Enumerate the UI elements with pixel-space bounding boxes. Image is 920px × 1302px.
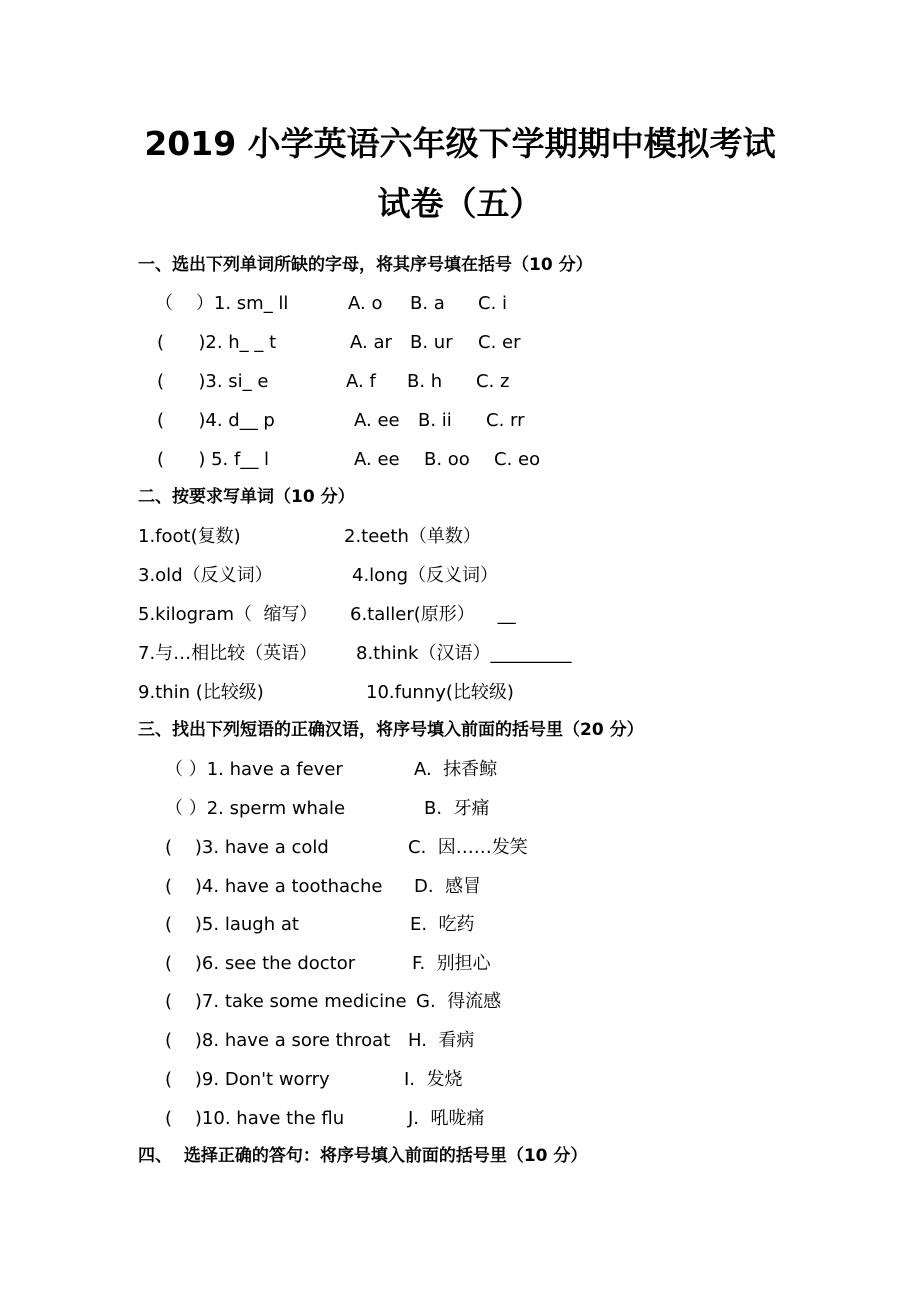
word-task: 10.funny(比较级)	[366, 682, 514, 703]
phrase-option: D. 感冒	[414, 876, 482, 897]
phrase-question: ( )8. have a sore throat	[165, 1030, 391, 1051]
option-a: A. ee	[354, 449, 400, 470]
page-title-line2: 试卷（五）	[377, 184, 543, 223]
phrase-question: ( )6. see the doctor	[165, 953, 356, 974]
question-text: （ ）1. sm_ ll	[155, 293, 289, 314]
word-task: 8.think（汉语）_________	[356, 643, 572, 664]
phrase-option: B. 牙痛	[424, 798, 490, 819]
phrase-option: F. 别担心	[412, 953, 491, 974]
phrase-option: J. 吼咙痛	[408, 1108, 485, 1129]
word-task: 4.long（反义词）	[352, 565, 499, 586]
phrase-question: （ ）2. sperm whale	[165, 798, 346, 819]
option-a: A. f	[346, 371, 376, 392]
phrase-option: A. 抹香鲸	[414, 759, 498, 780]
phrase-question: ( )7. take some medicine	[165, 991, 407, 1012]
option-b: B. oo	[424, 449, 470, 470]
phrase-option: I. 发烧	[404, 1069, 463, 1090]
word-task: 2.teeth（单数）	[344, 526, 481, 547]
option-c: C. eo	[494, 449, 541, 470]
section2-heading: 二、按要求写单词（10 分）	[138, 487, 355, 507]
option-b: B. h	[407, 371, 443, 392]
phrase-question: ( )3. have a cold	[165, 837, 329, 858]
phrase-option: C. 因……发笑	[408, 837, 528, 858]
phrase-option: E. 吃药	[410, 914, 475, 935]
word-task: 3.old（反义词）	[138, 565, 273, 586]
option-b: B. a	[410, 293, 445, 314]
page-title: 2019 小学英语六年级下学期期中模拟考试	[144, 124, 776, 163]
section1-heading: 一、选出下列单词所缺的字母，将其序号填在括号（10 分）	[138, 255, 593, 275]
option-b: B. ur	[410, 332, 453, 353]
word-task: 6.taller(原形） __	[350, 604, 516, 625]
phrase-option: G. 得流感	[416, 991, 502, 1012]
option-c: C. z	[476, 371, 510, 392]
section3-heading: 三、找出下列短语的正确汉语，将序号填入前面的括号里（20 分）	[138, 720, 644, 740]
phrase-question: ( )9. Don't worry	[165, 1069, 330, 1090]
phrase-question: ( )5. laugh at	[165, 914, 299, 935]
question-text: ( )4. d__ p	[157, 410, 275, 431]
word-task: 5.kilogram（ 缩写）	[138, 604, 318, 625]
option-c: C. i	[478, 293, 508, 314]
phrase-question: （ ）1. have a fever	[165, 759, 343, 780]
option-a: A. ar	[350, 332, 392, 353]
word-task: 9.thin (比较级)	[138, 682, 264, 703]
option-c: C. rr	[486, 410, 525, 431]
word-task: 7.与…相比较（英语）	[138, 643, 318, 664]
phrase-option: H. 看病	[408, 1030, 475, 1051]
phrase-question: ( )4. have a toothache	[165, 876, 383, 897]
question-text: ( )2. h_ _ t	[157, 332, 277, 353]
option-a: A. ee	[354, 410, 400, 431]
option-b: B. ii	[418, 410, 452, 431]
section4-heading: 四、 选择正确的答句：将序号填入前面的括号里（10 分）	[138, 1146, 588, 1166]
question-text: ( )3. si_ e	[157, 371, 269, 392]
phrase-question: ( )10. have the flu	[165, 1108, 345, 1129]
option-a: A. o	[348, 293, 383, 314]
word-task: 1.foot(复数)	[138, 526, 241, 547]
option-c: C. er	[478, 332, 521, 353]
question-text: ( ) 5. f__ l	[157, 449, 270, 470]
